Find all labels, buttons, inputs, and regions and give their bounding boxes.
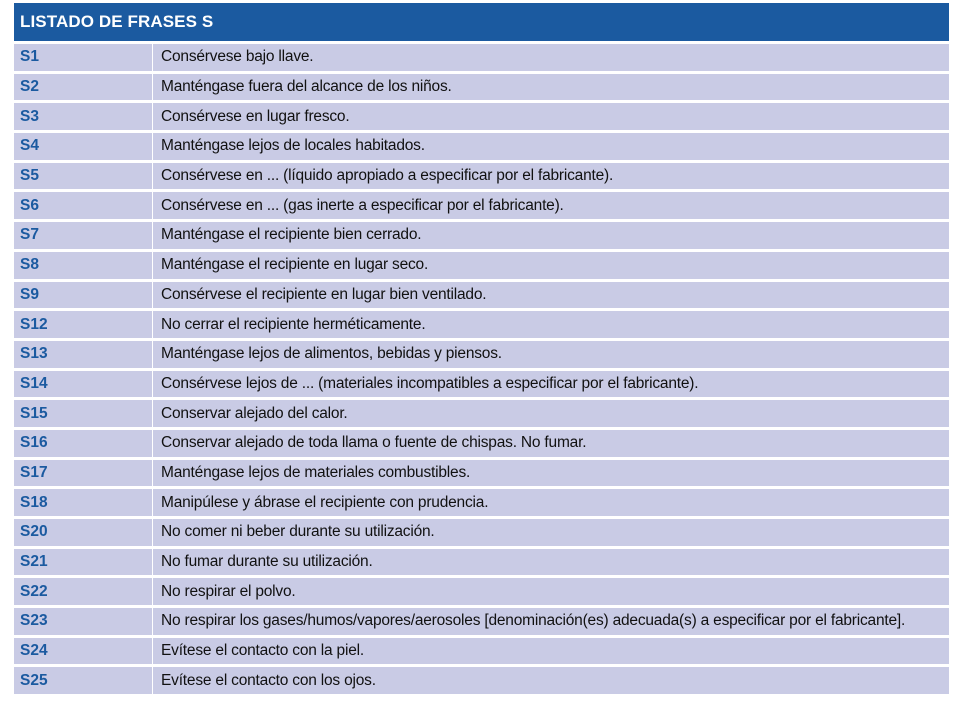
table-row xyxy=(14,44,949,71)
row-code: S4 xyxy=(14,133,153,160)
table-header xyxy=(14,3,949,41)
row-text: Consérvese en ... (líquido apropiado a especificar por el fabricante). xyxy=(161,167,614,185)
row-text: Manténgase lejos de locales habitados. xyxy=(161,137,425,155)
table-row xyxy=(14,163,949,190)
row-code: S16 xyxy=(14,430,153,457)
row-code: S21 xyxy=(14,549,153,576)
table-row xyxy=(14,519,949,546)
row-text: No respirar los gases/humos/vapores/aerosoles [denominación(es) adecuada(s) a especificar por el fabricante]. xyxy=(161,612,906,630)
row-text: Conservar alejado de toda llama o fuente de chispas. No fumar. xyxy=(161,434,587,452)
row-text: Evítese el contacto con la piel. xyxy=(161,642,364,660)
table-row xyxy=(14,400,949,427)
row-text: Consérvese bajo llave. xyxy=(161,48,314,66)
row-text: Consérvese lejos de ... (materiales incompatibles a especificar por el fabricante). xyxy=(161,374,699,392)
row-code: S18 xyxy=(14,489,153,516)
row-text: No cerrar el recipiente herméticamente. xyxy=(161,315,426,333)
row-code: S22 xyxy=(14,578,153,605)
table-row xyxy=(14,74,949,101)
row-code: S2 xyxy=(14,74,153,101)
table-row xyxy=(14,222,949,249)
row-code: S5 xyxy=(14,163,153,190)
table-row xyxy=(14,341,949,368)
table-row xyxy=(14,311,949,338)
table-row xyxy=(14,282,949,309)
row-text: Manténgase lejos de materiales combustibles. xyxy=(161,463,471,481)
table-row xyxy=(14,608,949,635)
row-code: S6 xyxy=(14,192,153,219)
table-row xyxy=(14,430,949,457)
table-title: LISTADO DE FRASES S xyxy=(20,12,214,31)
row-code: S1 xyxy=(14,44,153,71)
table-row xyxy=(14,489,949,516)
table-row xyxy=(14,578,949,605)
row-text: No respirar el polvo. xyxy=(161,582,296,600)
row-text: Manténgase lejos de alimentos, bebidas y piensos. xyxy=(161,345,502,363)
row-code: S9 xyxy=(14,282,153,309)
row-code: S25 xyxy=(14,667,153,694)
row-text: Consérvese el recipiente en lugar bien ventilado. xyxy=(161,285,487,303)
row-code: S3 xyxy=(14,103,153,130)
table-row xyxy=(14,638,949,665)
row-code: S13 xyxy=(14,341,153,368)
table-row xyxy=(14,133,949,160)
row-code: S12 xyxy=(14,311,153,338)
row-code: S23 xyxy=(14,608,153,635)
row-text: Manténgase el recipiente bien cerrado. xyxy=(161,226,422,244)
table-row xyxy=(14,192,949,219)
table-row xyxy=(14,667,949,694)
table-row xyxy=(14,371,949,398)
row-text: Manipúlese y ábrase el recipiente con prudencia. xyxy=(161,493,489,511)
row-code: S17 xyxy=(14,460,153,487)
row-code: S24 xyxy=(14,638,153,665)
row-code: S7 xyxy=(14,222,153,249)
table-row xyxy=(14,252,949,279)
table-row xyxy=(14,460,949,487)
frases-s-table xyxy=(14,3,949,710)
row-code: S15 xyxy=(14,400,153,427)
row-text: No comer ni beber durante su utilización. xyxy=(161,523,435,541)
row-text: Manténgase fuera del alcance de los niños. xyxy=(161,78,452,96)
row-text: Consérvese en lugar fresco. xyxy=(161,107,350,125)
row-text: No fumar durante su utilización. xyxy=(161,553,373,571)
table-body xyxy=(14,44,949,694)
row-text: Manténgase el recipiente en lugar seco. xyxy=(161,256,429,274)
row-code: S20 xyxy=(14,519,153,546)
row-code: S14 xyxy=(14,371,153,398)
table-row xyxy=(14,549,949,576)
row-code: S8 xyxy=(14,252,153,279)
row-text: Evítese el contacto con los ojos. xyxy=(161,671,376,689)
table-row xyxy=(14,103,949,130)
row-text: Conservar alejado del calor. xyxy=(161,404,348,422)
row-text: Consérvese en ... (gas inerte a especificar por el fabricante). xyxy=(161,196,564,214)
